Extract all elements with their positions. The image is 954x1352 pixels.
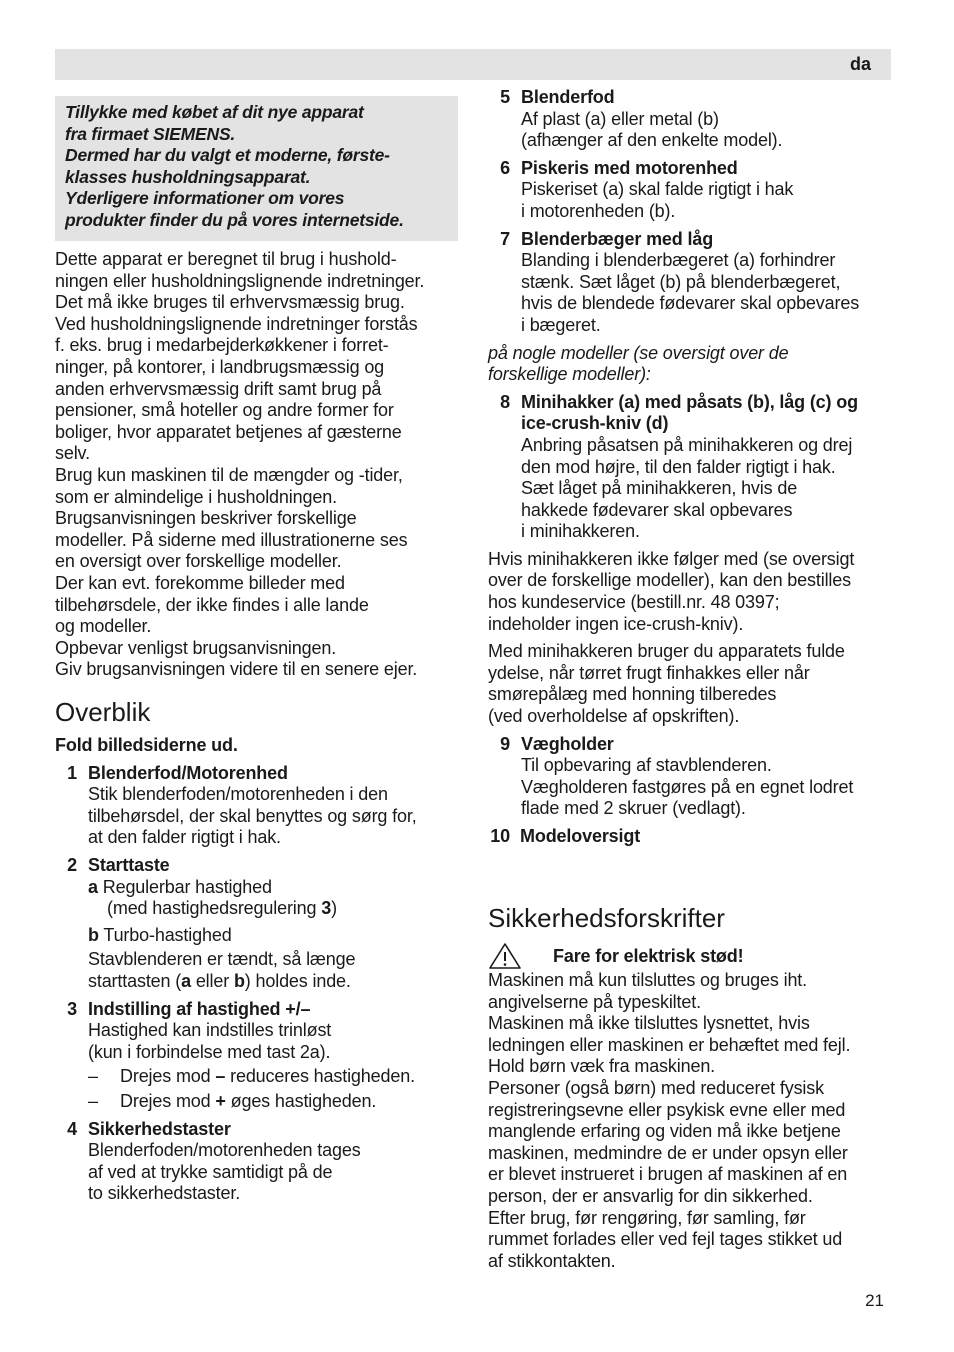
item-line: i motorenheden (b). xyxy=(521,200,676,221)
warning-triangle-icon xyxy=(488,942,522,970)
intro-box-line: Dermed har du valgt et moderne, første- xyxy=(65,145,390,166)
item-line: stænk. Sæt låget (b) på blenderbægeret, xyxy=(521,271,841,292)
item-line: Blanding i blenderbægeret (a) forhindrer xyxy=(521,250,836,271)
item-number: 7 xyxy=(500,228,510,249)
note-line: på nogle modeller (se oversigt over de xyxy=(488,342,789,363)
item-line: i minihakkeren. xyxy=(521,521,640,542)
text: starttasten ( xyxy=(88,970,182,991)
para-line: over de forskellige modeller), kan den bestilles xyxy=(488,570,851,591)
paragraph-order xyxy=(488,549,892,635)
sub-item-a-line2 xyxy=(55,898,458,920)
intro-box-line: fra firmaet SIEMENS. xyxy=(65,123,236,144)
item-number: 1 xyxy=(67,762,77,783)
item-number: 4 xyxy=(67,1118,77,1139)
list-item-5 xyxy=(488,87,892,152)
item-line: hakkede fødevarer skal opbevares xyxy=(521,499,793,520)
item-title: Piskeris med motorenhed xyxy=(521,157,738,178)
section-title-safety: Sikkerhedsforskrifter xyxy=(488,903,725,933)
warning-row xyxy=(488,946,892,970)
note-line: forskellige modeller): xyxy=(488,364,651,385)
intro-line: ningen eller husholdningslignende indretninger. xyxy=(55,270,425,291)
intro-box-line: produkter finder du på vores internetside. xyxy=(65,209,404,230)
intro-line: ninger, på kontorer, i landbrugsmæssig og xyxy=(55,356,385,377)
right-column xyxy=(488,87,892,848)
item-number: 5 xyxy=(500,87,510,107)
intro-line: som er almindelige i husholdningen. xyxy=(55,486,337,507)
item-line: Sæt låget på minihakkeren, hvis de xyxy=(521,478,798,499)
safety-line: ledningen eller maskinen er behæftet med fejl. xyxy=(488,1034,851,1055)
intro-line: Opbevar venligst brugsanvisningen. xyxy=(55,637,337,658)
intro-line: Det må ikke bruges til erhvervsmæssig brug. xyxy=(55,292,405,313)
intro-box-line: Yderligere informationer om vores xyxy=(65,188,345,209)
text: øges hastigheden. xyxy=(225,1090,377,1111)
safety-line: maskinen, medmindre de er under opsyn eller xyxy=(488,1142,848,1163)
warning-text: Fare for elektrisk stød! xyxy=(553,946,744,966)
item-title: Starttaste xyxy=(88,854,170,875)
intro-line: Der kan evt. forekomme billeder med xyxy=(55,572,345,593)
intro-line: Dette apparat er beregnet til brug i hushold- xyxy=(55,249,397,269)
intro-line: Brug kun maskinen til de mængder og -tider, xyxy=(55,464,403,485)
item-line: Hastighed kan indstilles trinløst xyxy=(88,1020,332,1041)
list-item-8 xyxy=(488,392,892,543)
para-line: indeholder ingen ice-crush-kniv). xyxy=(488,613,744,634)
item-line: i bægeret. xyxy=(521,314,601,335)
safety-line: angivelserne på typeskiltet. xyxy=(488,991,701,1012)
header-bar xyxy=(55,49,891,80)
intro-line: f. eks. brug i medarbejderkøkkener i forret- xyxy=(55,335,389,356)
intro-box xyxy=(55,96,458,241)
bold-symbol: + xyxy=(215,1090,226,1111)
list-item-10 xyxy=(488,826,892,848)
intro-line: modeller. På siderne med illustrationerne ses xyxy=(55,529,408,550)
list-item-6 xyxy=(488,158,892,223)
intro-line: og modeller. xyxy=(55,616,152,637)
item-line: Vægholderen fastgøres på en egnet lodret xyxy=(521,776,854,797)
item-title: Minihakker (a) med påsats (b), låg (c) og xyxy=(521,391,858,412)
item-line: (afhænger af den enkelte model). xyxy=(521,130,783,151)
safety-line: manglende erfaring og viden må ikke betjene xyxy=(488,1121,841,1142)
para-line: Med minihakkeren bruger du apparatets fulde xyxy=(488,641,845,662)
intro-line: boliger, hvor apparatet betjenes af gæsterne xyxy=(55,421,402,442)
safety-line: rummet forlades eller ved fejl tages stikket ud xyxy=(488,1229,843,1250)
item-title: Blenderfod xyxy=(521,87,615,107)
item-number: 3 xyxy=(67,998,77,1019)
item-line: Blenderfoden/motorenheden tages xyxy=(88,1140,361,1161)
text: ) holdes inde. xyxy=(244,970,351,991)
safety-line: er blevet instrueret i brugen af maskinen af en xyxy=(488,1164,848,1185)
para-line: (ved overholdelse af opskriften). xyxy=(488,706,740,727)
safety-line: Hold børn væk fra maskinen. xyxy=(488,1056,716,1077)
item-title: Sikkerhedstaster xyxy=(88,1118,231,1139)
intro-line: Brugsanvisningen beskriver forskellige xyxy=(55,508,357,529)
dash-bullet: – xyxy=(88,1090,98,1111)
language-code: da xyxy=(849,54,871,74)
intro-line: anden erhvervsmæssig drift samt brug på xyxy=(55,378,382,399)
list-item-7 xyxy=(488,229,892,337)
item-line: Af plast (a) eller metal (b) xyxy=(521,108,719,129)
item-title: Modeloversigt xyxy=(520,826,641,846)
item-title: Indstilling af hastighed +/– xyxy=(88,998,311,1019)
intro-line: Ved husholdningslignende indretninger forstås xyxy=(55,313,418,334)
sub-text: Regulerbar hastighed xyxy=(102,876,272,897)
bold-symbol: – xyxy=(215,1066,226,1087)
list-item-4 xyxy=(55,1119,458,1205)
text: reduceres hastigheden. xyxy=(225,1066,415,1087)
item-number: 2 xyxy=(67,854,77,875)
text: Drejes mod xyxy=(120,1066,216,1087)
para-line: smørepålæg med honning tilberedes xyxy=(488,684,777,705)
item-line: at den falder rigtigt i hak. xyxy=(88,827,281,848)
text: Drejes mod xyxy=(120,1090,216,1111)
intro-line: selv. xyxy=(55,443,90,464)
item-line: Piskeriset (a) skal falde rigtigt i hak xyxy=(521,179,794,200)
item-number: 9 xyxy=(500,733,510,754)
para-line: Hvis minihakkeren ikke følger med (se oversigt xyxy=(488,548,855,569)
item-line: den mod højre, til den falder rigtigt i hak. xyxy=(521,456,836,477)
intro-text xyxy=(55,249,458,681)
dash-item xyxy=(55,1091,458,1113)
sub-text: Turbo-hastighed xyxy=(103,924,232,945)
sub-item-a xyxy=(55,877,458,899)
intro-box-line: klasses husholdningsapparat. xyxy=(65,166,311,187)
text: (med hastighedsregulering xyxy=(107,898,322,919)
intro-line: Giv brugsanvisningen videre til en senere ejer. xyxy=(55,659,418,680)
item-number: 10 xyxy=(490,826,510,846)
overblik-subtitle: Fold billedsiderne ud. xyxy=(55,735,238,755)
item-line: Til opbevaring af stavblenderen. xyxy=(521,755,772,776)
list-item-1 xyxy=(55,763,458,849)
bold-key: a xyxy=(181,970,191,991)
para-line: ydelse, når tørret frugt finhakkes eller når xyxy=(488,662,810,683)
item-number: 8 xyxy=(500,391,510,412)
intro-box-line: Tillykke med købet af dit nye apparat xyxy=(65,102,364,122)
sub-key: b xyxy=(88,924,99,945)
list-item-3 xyxy=(55,999,458,1113)
item-line: Stik blenderfoden/motorenheden i den xyxy=(88,784,388,805)
para-line: hos kundeservice (bestill.nr. 48 0397; xyxy=(488,592,780,613)
item-title: Blenderbæger med låg xyxy=(521,228,714,249)
paragraph-usage xyxy=(488,641,892,727)
section-title-overblik: Overblik xyxy=(55,697,151,727)
bold-number: 3 xyxy=(321,898,332,919)
safety-line: registreringsevne eller psykisk evne eller med xyxy=(488,1099,846,1120)
item-line: af ved at trykke samtidigt på de xyxy=(88,1161,333,1182)
intro-line: en oversigt over forskellige modeller. xyxy=(55,551,342,572)
item-line: (kun i forbindelse med tast 2a). xyxy=(88,1041,331,1062)
safety-line: af stikkontakten. xyxy=(488,1250,616,1271)
intro-line: tilbehørsdele, der ikke findes i alle lande xyxy=(55,594,369,615)
model-note xyxy=(488,343,892,386)
page-number: 21 xyxy=(865,1291,884,1310)
item-line: tilbehørsdel, der skal benyttes og sørg for, xyxy=(88,805,417,826)
intro-line: pensioner, små hoteller og andre former for xyxy=(55,400,394,421)
item-line: Stavblenderen er tændt, så længe xyxy=(88,949,356,970)
sub-key: a xyxy=(88,876,98,897)
item-line: flade med 2 skruer (vedlagt). xyxy=(521,798,746,819)
list-item-2 xyxy=(55,855,458,993)
item-line xyxy=(55,971,458,993)
list-item-9 xyxy=(488,734,892,820)
bold-key: b xyxy=(233,970,245,991)
text: ) xyxy=(331,898,337,919)
item-title-line2: ice-crush-kniv (d) xyxy=(521,413,669,434)
sub-item-b xyxy=(55,925,458,947)
item-line: to sikkerhedstaster. xyxy=(88,1183,241,1204)
text: eller xyxy=(190,970,234,991)
dash-item xyxy=(55,1066,458,1088)
item-number: 6 xyxy=(500,157,510,178)
safety-line: person, der er ansvarlig for din sikkerhed. xyxy=(488,1185,813,1206)
safety-line: Maskinen må kun tilsluttes og bruges iht. xyxy=(488,970,808,990)
safety-line: Personer (også børn) med reduceret fysisk xyxy=(488,1077,824,1098)
item-line: Anbring påsatsen på minihakkeren og drej xyxy=(521,434,853,455)
item-title: Vægholder xyxy=(521,733,614,754)
safety-line: Efter brug, før rengøring, før samling, før xyxy=(488,1207,806,1228)
dash-bullet: – xyxy=(88,1066,98,1087)
overblik-list xyxy=(55,735,458,1205)
safety-line: Maskinen må ikke tilsluttes lysnettet, hvis xyxy=(488,1013,810,1034)
item-title: Blenderfod/Motorenhed xyxy=(88,762,288,783)
item-line: hvis de blendede fødevarer skal opbevares xyxy=(521,293,860,314)
safety-block xyxy=(488,946,892,1272)
